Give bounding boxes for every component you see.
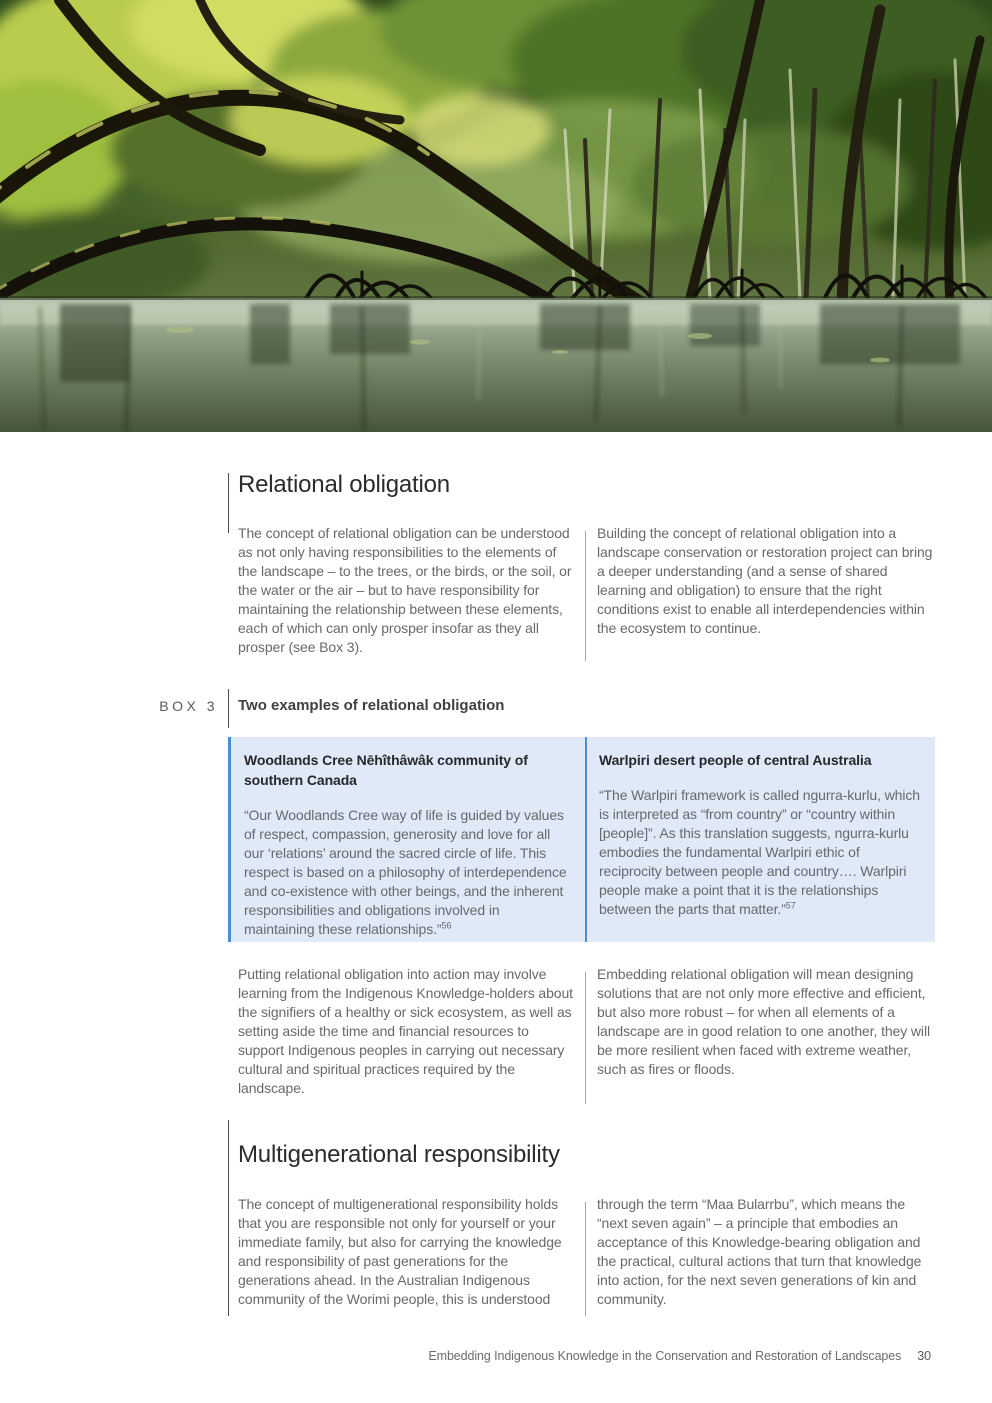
box3-right-column [585,737,935,942]
column-divider [585,972,586,1104]
box3-label: BOX 3 [159,698,218,714]
section-title-multigenerational-responsibility: Multigenerational responsibility [238,1141,560,1168]
box3-left-heading: Woodlands Cree Nēhîthâwâk community of southern Canada [244,752,528,788]
box3-right-heading: Warlpiri desert people of central Australia [599,752,872,768]
box3-right-footnote: 57 [785,900,796,911]
relational-paragraph-right: Building the concept of relational obligation into a landscape conservation or restoration project can bring a deeper understanding (and a sense of shared learning and obligation) to ensure that the right conditions exist to enable all interdependencies within the ecosystem to continue. [597,525,933,636]
box3-right-quote [599,786,923,919]
box3-left-column [231,737,585,942]
action-paragraph-left: Putting relational obligation into action may involve learning from the Indigenous Knowledge-holders about the signifiers of a healthy or sick ecosystem, as well as setting aside the time and financial resources to support Indigenous peoples in carrying out necessary cultural and spiritual practices required by the landscape. [238,966,573,1096]
multigen-paragraph-left: The concept of multigenerational responsibility holds that you are responsible not only for yourself or your immediate family, but also for carrying the knowledge and responsibility of past generations for the generations ahead. In the Australian Indigenous community of the Worimi people, this is understood [238,1196,562,1307]
heading-rule [228,1120,229,1316]
column-divider [585,1202,586,1316]
box3-left-footnote: 56 [441,920,452,931]
box3-rule [228,689,229,728]
multigen-paragraph-right: through the term “Maa Bularrbu”, which means the “next seven again” – a principle that embodies an acceptance of this Knowledge-bearing obligation and the practical, cultural actions that turn that knowledge into action, for the next seven generations of kin and community. [597,1196,922,1307]
box3-left-quote [244,806,567,939]
relational-paragraph-left: The concept of relational obligation can be understood as not only having responsibilities to the elements of the landscape – to the trees, or the birds, or the soil, or the water or the air – but to have responsibility for maintaining the relationship between these elements, each of which can only prosper insofar as they all prosper (see Box 3). [238,525,572,655]
column-divider [585,531,586,661]
page-footer [428,1349,931,1363]
mangrove-photo [0,0,992,432]
footer-running-title: Embedding Indigenous Knowledge in the Conservation and Restoration of Landscapes [428,1349,902,1363]
box3-title: Two examples of relational obligation [238,697,505,714]
box3-panel [228,737,935,942]
action-paragraph-right: Embedding relational obligation will mean designing solutions that are not only more effective and efficient, but also more robust – for when all elements of a landscape are in good relation to one another, they will be more resilient when faced with extreme weather, such as fires or floods. [597,966,930,1077]
box3-right-quote-text: “The Warlpiri framework is called ngurra-kurlu, which is interpreted as “from country” or “country within [people]”. As this translation suggests, ngurra-kurlu embodies the fundamental Warlpiri ethic of reciprocity between people and country…. Warlpiri people make a point that it is the relationships between the parts that matter.” [599,787,920,917]
section-title-relational-obligation: Relational obligation [238,471,450,498]
page-number: 30 [917,1349,931,1363]
box3-left-quote-text: “Our Woodlands Cree way of life is guided by values of respect, compassion, generosity and love for all our ‘relations’ around the sacred circle of life. This respect is based on a philosophy of interdependence and co-existence with other beings, and the inherent responsibilities and obligations involved in maintaining these relationships.” [244,807,567,937]
heading-rule [228,473,229,533]
